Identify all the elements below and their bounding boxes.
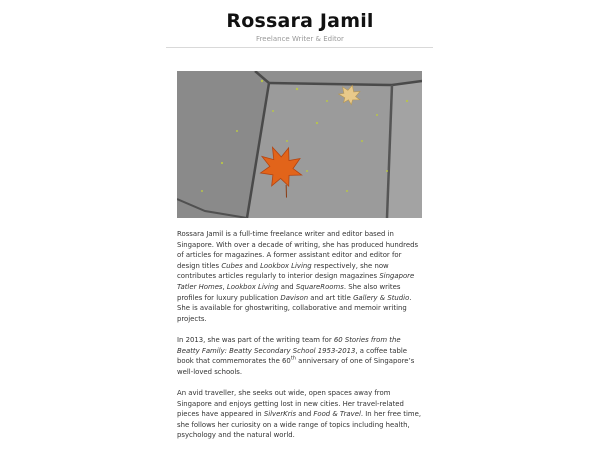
site-header bbox=[0, 0, 600, 44]
text: . She is available for ghostwriting, collaborative and memoir writing projects. bbox=[177, 293, 412, 323]
text: and bbox=[278, 282, 296, 291]
hero-image bbox=[177, 71, 422, 218]
publication-squarerooms: SquareRooms bbox=[295, 282, 344, 291]
text: . She also writes profiles for luxury publication bbox=[177, 282, 401, 302]
text: and bbox=[242, 261, 261, 270]
leaf-on-pavement-photo bbox=[177, 71, 422, 218]
text: . In her free time, she follows her curiosity on a wide range of topics including health, psychology and the natural world. bbox=[177, 410, 422, 440]
publication-lookbox-living: Lookbox Living bbox=[260, 261, 312, 270]
text: respectively, she now contributes articles regularly to interior design magazines bbox=[177, 261, 389, 281]
bio-paragraph-2 bbox=[177, 335, 423, 377]
site-tagline: Freelance Writer & Editor bbox=[256, 35, 344, 43]
header-divider bbox=[166, 47, 433, 48]
publication-silverkris: SilverKris bbox=[263, 410, 297, 419]
text: and art title bbox=[308, 293, 354, 302]
text: and bbox=[296, 410, 314, 419]
ordinal-suffix: th bbox=[290, 355, 296, 362]
publication-tatler-homes: Singapore Tatler Homes bbox=[177, 272, 415, 291]
text: In 2013, she was part of the writing team for bbox=[177, 335, 334, 344]
bio-paragraph-3 bbox=[177, 388, 423, 441]
publication-lookbox-living: Lookbox Living bbox=[226, 282, 279, 291]
publication-davison: Davison bbox=[280, 293, 309, 302]
text: An avid traveller, she seeks out wide, open spaces away from Singapore and enjoys getting lost in new cities. Her travel-related pieces have appeared in bbox=[177, 388, 404, 419]
text: , a coffee table book that commemorates the 60 bbox=[177, 346, 408, 366]
text: Rossara Jamil is a full-time freelance writer and editor based in Singapore. With over a decade of writing, she has produced hundreds of articles for magazines. A former assistant editor and editor for design titles bbox=[177, 230, 419, 270]
publication-gallery-studio: Gallery & Studio bbox=[353, 293, 410, 302]
publication-cubes: Cubes bbox=[221, 261, 243, 270]
text: anniversary of one of Singapore’s well-loved schools. bbox=[177, 357, 415, 376]
publication-food-travel: Food & Travel bbox=[313, 410, 361, 419]
book-title: 60 Stories from the Beatty Family: Beatty Secondary School 1953-2013 bbox=[177, 335, 401, 355]
site-title[interactable]: Rossara Jamil bbox=[226, 10, 374, 32]
bio-paragraph-1 bbox=[177, 229, 423, 324]
bio-content bbox=[177, 229, 423, 451]
text: , bbox=[222, 282, 227, 291]
